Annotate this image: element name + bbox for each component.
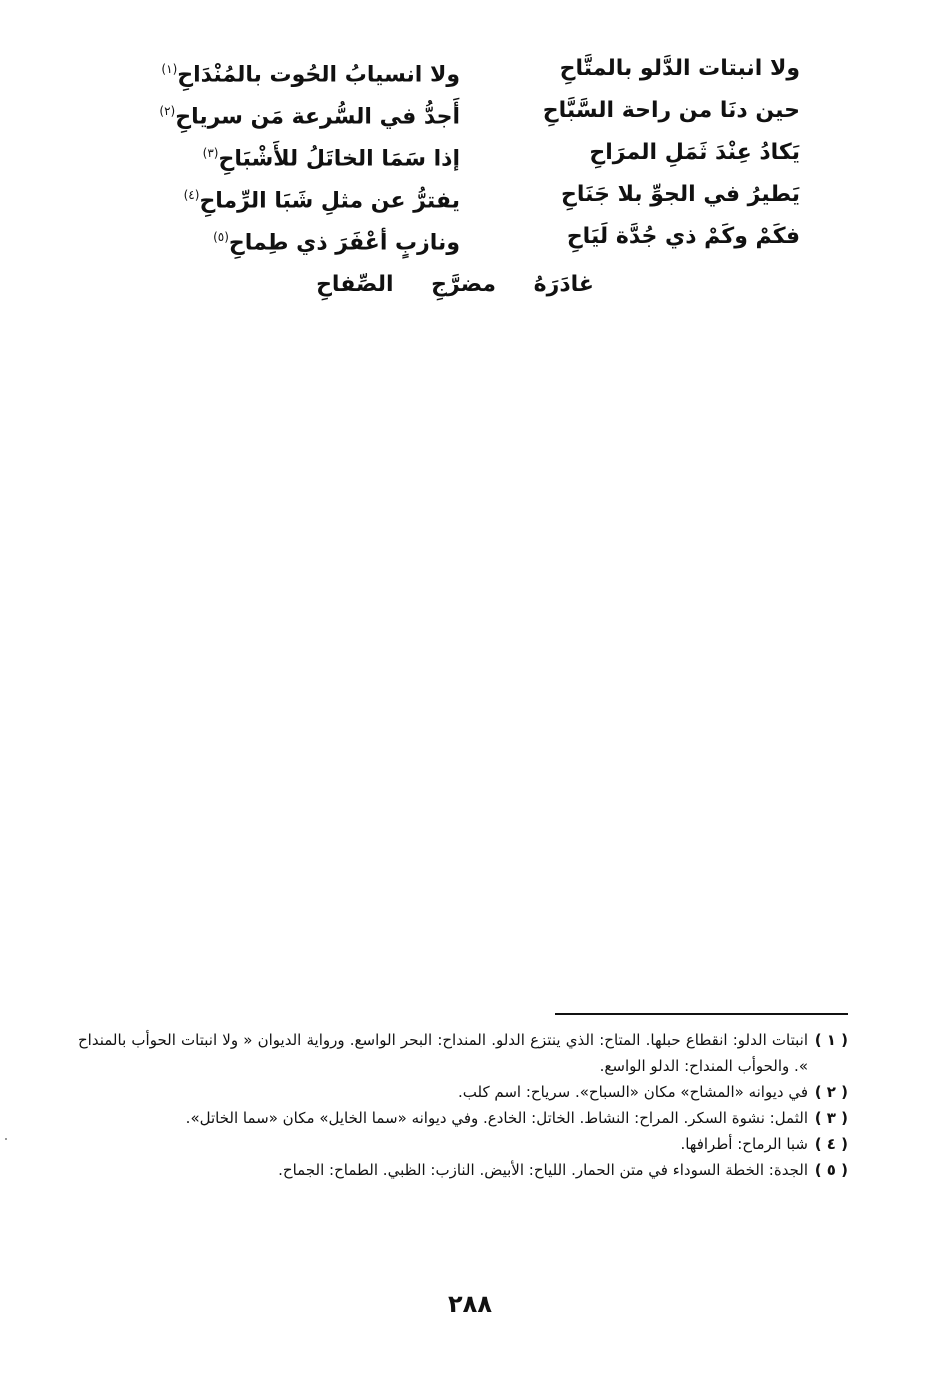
verse-first-hemistich: يَكادُ عِنْدَ ثَمَلِ المرَاحِ — [589, 140, 800, 165]
poem-block — [110, 48, 800, 258]
footnote-number: ( ٣ ) — [814, 1109, 848, 1127]
footnote-ref: (٣) — [202, 146, 219, 160]
verse-first-hemistich: يَطيرُ في الجوِّ بلا جَنَاحِ — [560, 182, 800, 207]
footnote — [78, 1027, 848, 1079]
verse-first-hemistich: ولا انبتات الدَّلو بالمتَّاحِ — [559, 56, 800, 81]
verse-first-hemistich: فكَمْ وكَمْ ذي جُدَّة لَيَاحِ — [566, 224, 800, 249]
verse — [110, 132, 800, 174]
footnote-text: الجدة: الخطة السوداء في متن الحمار. اللياح: الأبيض. النازب: الظبي. الطماح: الجماح. — [278, 1161, 808, 1179]
verse-second-hemistich-text: ولا انسيابُ الحُوت بالمُنْدَاحِ — [177, 62, 460, 88]
footnote — [78, 1131, 848, 1157]
verse-second-hemistich-text: يفترُّ عن مثلِ شَبَا الرِّماحِ — [199, 188, 460, 214]
footnote — [78, 1105, 848, 1131]
footnote-number: ( ٥ ) — [814, 1161, 848, 1179]
verse-first-hemistich: حين دنَا من راحة السَّبَّاحِ — [542, 98, 800, 123]
footnote-divider — [555, 1013, 848, 1015]
verse — [110, 90, 800, 132]
footnote-number: ( ٤ ) — [814, 1135, 848, 1153]
footnote-text: شبا الرماح: أطرافها. — [680, 1135, 808, 1153]
footnote-text: الثمل: نشوة السكر. المراح: النشاط. الخاتل: الخادع. وفي ديوانه «سما الخايل» مكان «سما الخاتل». — [185, 1109, 808, 1127]
verse-second-hemistich-text: ونازبٍ أعْفَرَ ذي طِماحِ — [228, 230, 460, 256]
footnotes — [78, 1027, 848, 1183]
page-number: ٢٨٨ — [448, 1290, 492, 1318]
footnote — [78, 1157, 848, 1183]
footnote-text: في ديوانه «المشاح» مكان «السباح». سرياح: اسم كلب. — [457, 1083, 808, 1101]
footnote-ref: (١) — [161, 62, 178, 76]
footnote-ref: (٥) — [213, 230, 229, 244]
verse — [110, 48, 800, 90]
footnote — [78, 1079, 848, 1105]
footnote-number: ( ٢ ) — [814, 1083, 848, 1101]
footnote-ref: (٤) — [183, 188, 200, 202]
verse — [110, 216, 800, 258]
poem-last-line: غادَرَهُ مضرَّجِ الصِّفاحِ — [316, 272, 594, 297]
verse-second-hemistich-text: إذا سَمَا الخاتَلُ للأَشْبَاحِ — [218, 146, 460, 172]
margin-speck — [5, 1138, 7, 1140]
footnote-text: انبتات الدلو: انقطاع حبلها. المتاح: الذي ينتزع الدلو. المنداح: البحر الواسع. ورواية الديوان « ولا انبتات الحوأب بالمنداح ». والحوأب المنداح: الدلو الواسع. — [78, 1031, 808, 1075]
footnote-ref: (٢) — [159, 104, 176, 118]
verse — [110, 174, 800, 216]
footnote-number: ( ١ ) — [814, 1031, 848, 1049]
verse-second-hemistich — [110, 216, 460, 264]
verse-second-hemistich-text: أَجدُّ في السُّرعة مَن سرياحِ — [175, 104, 460, 130]
